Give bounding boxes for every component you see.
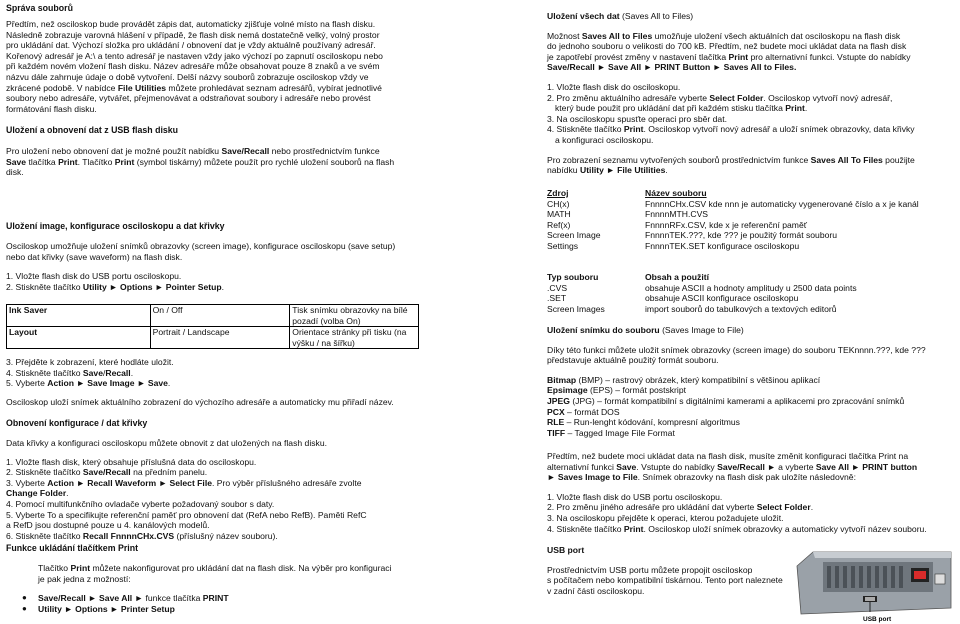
table-cell: obsahuje ASCII a hodnoty amplitudy u 2500 data points — [645, 282, 857, 293]
table-cell: FnnnnRFx.CSV, kde x je referenční paměť — [645, 219, 807, 230]
step: 1. Vložte flash disk, který obsahuje příslušná data do osciloskopu. — [6, 456, 257, 467]
table-header-cell: Typ souboru — [547, 272, 599, 282]
step: 4. Stiskněte tlačítko Print. Osciloskop vytvoří nový adresář a uloží snímek obrazovky, data křivky — [547, 124, 915, 135]
text-line: nabídku Utility ► File Utilities. — [547, 165, 668, 176]
step: a konfiguraci osciloskopu. — [555, 134, 654, 145]
section-title: USB port — [547, 545, 585, 555]
step: 4. Stiskněte tlačítko Print. Osciloskop uloží snímek obrazovky a automaticky vytvoří název souboru. — [547, 523, 927, 534]
step: 5. Vyberte To a specifikujte referenční paměť pro obnovení dat (RefA nebo RefB). Paměti RefC — [6, 509, 367, 520]
section-restore-config — [6, 418, 420, 541]
table-row — [547, 283, 952, 294]
section-save-image-steps — [6, 357, 420, 407]
table-cell: FnnnnTEK.SET konfigurace osciloskopu — [645, 240, 800, 251]
step: který bude použit pro ukládání dat při každém stisku tlačítka Print. — [555, 103, 808, 114]
section-title: Uložení image, konfigurace osciloskopu a dat křivky — [6, 221, 225, 231]
text-line: do jednoho souboru o velikosti do 700 kB. Předtím, než budete moci ukládat data na flash disk — [547, 41, 907, 52]
step: 1. Vložte flash disk do osciloskopu. — [547, 81, 681, 92]
text-line: soubory nebo adresáře, vytvářet, přejmenovávat a odstraňovat soubory i adresáře nebo provést — [6, 93, 371, 104]
printer-setup-table — [6, 304, 419, 349]
text-line: Save/Recall ► Save All ► PRINT Button ► Saves All to Files. — [547, 62, 797, 73]
section-print-button — [6, 543, 420, 614]
step: Change Folder. — [6, 488, 69, 499]
step: 2. Stiskněte tlačítko Save/Recall na předním panelu. — [6, 467, 208, 478]
text-line: Osciloskop uloží snímek aktuálního zobrazení do výchozího adresáře a automaticky mu přiřadí název. — [6, 396, 394, 407]
text-line: alternativní funkci Save. Vstupte do nabídky Save/Recall ► a vyberte Save All ► PRINT button — [547, 461, 918, 472]
text-line: je zapotřebí provést změny v nastavení tlačítka Print pro alternativní funkci. Vstupte do nabídky — [547, 51, 911, 62]
table-cell: .SET — [547, 293, 567, 304]
table-cell: obsahuje ASCII konfigurace osciloskopu — [645, 293, 799, 304]
step: 2. Pro změnu aktuálního adresáře vyberte Select Folder. Osciloskop vytvoří nový adresář, — [547, 92, 893, 103]
text-line: pro ukládání dat. Výchozí složka pro ukládání / obnovení dat je vždy aktuálně používaný adresář. — [6, 40, 376, 51]
bullet-list — [6, 593, 420, 614]
list-item: TIFF – Tagged Image File Format — [547, 427, 675, 438]
table-cell: MATH — [547, 209, 571, 220]
table-header — [547, 272, 952, 283]
text-line: s počítačem nebo kompatibilní tiskárnou. Tento port naleznete — [547, 575, 783, 586]
text-line: disk. — [6, 167, 24, 178]
table-row — [7, 305, 419, 327]
table-row — [547, 199, 952, 210]
section-usb-port — [547, 545, 797, 596]
step: 2. Pro změnu jiného adresáře pro ukládání dat vyberte Select Folder. — [547, 502, 814, 513]
table-header-cell: Obsah a použití — [645, 272, 709, 282]
text-line: Prostřednictvím USB portu můžete propojit osciloskop — [547, 564, 753, 575]
text-line: názvu dále zahrnuje údaje o době vytvoření. Delší názvy souborů zobrazuje osciloskop vždy ve — [6, 71, 369, 82]
section-save-all — [547, 11, 952, 176]
filename-table — [547, 188, 952, 252]
usb-port-label: USB port — [863, 616, 892, 623]
text-line: Tlačítko Print můžete nakonfigurovat pro ukládání dat na flash disk. Na výběr pro konfiguraci — [38, 563, 392, 573]
step: 3. Vyberte Action ► Recall Waveform ► Select File. Pro výběr příslušného adresáře zvolte — [6, 477, 362, 488]
table-cell: .CVS — [547, 282, 568, 293]
table-header — [547, 188, 952, 199]
text-line: Následně zobrazuje varovná hlášení v případě, že flash disk nemá dostatečně velký, volný prostor — [6, 29, 380, 40]
table-cell: Ink Saver — [7, 305, 151, 327]
step: 3. Přejděte k zobrazení, které hodláte uložit. — [6, 357, 174, 367]
text-line: Kořenový adresář je A:\ a tento adresář je nastaven vždy jako výchozí po zapnutí osciloskopu nebo — [6, 50, 383, 61]
step: 5. Vyberte Action ► Save Image ► Save. — [6, 378, 171, 389]
section-title: Správa souborů — [6, 3, 73, 13]
list-item: RLE – Run-lenght kódování, kompresní algoritmus — [547, 417, 740, 428]
step: a RefD jsou dostupné pouze u 4. kanálových modelů. — [6, 520, 210, 531]
text-line: nebo dat křivky (save waveform) na flash disk. — [6, 251, 183, 262]
text-line: Díky této funkci můžete uložit snímek obrazovky (screen image) do souboru TEKnnnn.???, kde ??? — [547, 344, 926, 355]
table-cell: Settings — [547, 240, 579, 251]
text-line: při každém novém vložení flash disku. Název adresáře může obsahovat pouze 8 znaků a ve svém — [6, 61, 380, 72]
format-list — [547, 375, 952, 439]
section-print-save-image — [547, 451, 952, 534]
text-line: Data křivky a konfiguraci osciloskopu můžete obnovit z dat uložených na flash disku. — [6, 438, 327, 448]
list-item: ● Save/Recall ► Save All ► funkce tlačítka PRINT — [22, 593, 420, 604]
table-row — [547, 220, 952, 231]
section-save-image — [6, 221, 420, 292]
table-row — [547, 230, 952, 241]
section-save-image-file — [547, 325, 952, 438]
table-cell: FnnnnCHx.CSV kde nnn je automaticky vygenerované číslo a x je kanál — [645, 198, 919, 209]
list-item: Epsimage (EPS) – formát postskript — [547, 385, 686, 396]
step: 1. Vložte flash disk do USB portu osciloskopu. — [6, 271, 182, 282]
table-cell: Screen Image — [547, 230, 601, 241]
table-cell: Portrait / Landscape — [150, 327, 290, 349]
filetype-table — [547, 272, 952, 314]
section-title: Uložení všech dat (Saves All to Files) — [547, 11, 694, 21]
table-header-cell: Název souboru — [645, 188, 707, 198]
list-item: JPEG (JPG) – formát kompatibilní s digitálními kamerami a aplikacemi pro zpracování snímků — [547, 395, 905, 406]
table-row — [547, 209, 952, 220]
text-line: Předtím, než budete moci ukládat data na flash disk, musíte změnit konfiguraci tlačítka Print na — [547, 451, 909, 461]
step: 3. Na osciloskopu přejděte k operaci, kterou požadujete uložit. — [547, 512, 784, 523]
text-line: v zadní části osciloskopu. — [547, 585, 645, 596]
text-line: ► Saves Image to File. Snímek obrazovky na flash disk pak uložíte následovně: — [547, 472, 856, 483]
section-title: Uložení a obnovení dat z USB flash disku — [6, 125, 179, 135]
section-title: Uložení snímku do souboru (Saves Image to File) — [547, 325, 744, 335]
table-row — [7, 327, 419, 349]
table-cell: Ref(x) — [547, 219, 571, 230]
table-row — [547, 293, 952, 304]
table-cell: Layout — [7, 327, 151, 349]
step: 1. Vložte flash disk do USB portu osciloskopu. — [547, 491, 723, 502]
section-title: Funkce ukládání tlačítkem Print — [6, 543, 138, 553]
table-cell: CH(x) — [547, 198, 570, 209]
text-line: formátování flash disku. — [6, 103, 97, 114]
list-item: Bitmap (BMP) – rastrový obrázek, který kompatibilní s většinou aplikací — [547, 374, 821, 385]
section-file-management — [6, 3, 420, 114]
text-line: Osciloskop umožňuje uložení snímků obrazovky (screen image), konfigurace osciloskopu (save setup) — [6, 241, 396, 251]
text-line: Pro uložení nebo obnovení dat je možné použít nabídku Save/Recall nebo prostřednictvím funkce — [6, 146, 380, 156]
table-cell: Screen Images — [547, 303, 605, 314]
text-line: Pro zobrazení seznamu vytvořených souborů prostřednictvím funkce Saves All To Files použijte — [547, 154, 915, 165]
text-line: Možnost Saves All to Files umožňuje uložení všech aktuálních dat osciloskopu na flash disk — [547, 30, 901, 41]
section-save-restore-usb — [6, 125, 420, 178]
step: 3. Na osciloskopu spusťte operaci pro sběr dat. — [547, 113, 727, 124]
text-line: je pak jedna z možností: — [38, 573, 131, 584]
text-line: Předtím, než osciloskop bude provádět zápis dat, automaticky zjišťuje volné místo na flash disku. — [6, 19, 376, 29]
list-item: PCX – formát DOS — [547, 406, 620, 417]
section-title: Obnovení konfigurace / dat křivky — [6, 418, 148, 428]
table-cell: Orientace stránky při tisku (na výšku / na šířku) — [290, 327, 419, 349]
table-cell: FnnnnMTH.CVS — [645, 209, 709, 220]
table-cell: import souborů do tabulkových a textových editorů — [645, 303, 837, 314]
table-header-cell: Zdroj — [547, 188, 569, 198]
text-line: představuje aktuálně použitý formát souboru. — [547, 355, 719, 366]
table-cell: Tisk snímku obrazovky na bílé pozadí (volba On) — [290, 305, 419, 327]
text-line: Save tlačítka Print. Tlačítko Print (symbol tiskárny) můžete použít pro rychlé uložení souborů na flash — [6, 156, 395, 167]
text-line: zkrácené podobě. V nabídce File Utilities můžete prohledávat seznam adresářů, vybírat jednotlivé — [6, 82, 382, 93]
step: 2. Stiskněte tlačítko Utility ► Options ► Pointer Setup. — [6, 281, 225, 292]
oscilloscope-rear-image — [793, 544, 956, 624]
list-item: ● Utility ► Options ► Printer Setup — [22, 604, 420, 615]
step: 6. Stiskněte tlačítko Recall FnnnnCHx.CVS (příslušný název souboru). — [6, 530, 278, 541]
step: 4. Stiskněte tlačítko Save/Recall. — [6, 367, 134, 378]
table-cell: FnnnnTEK.???, kde ??? je použitý formát souboru — [645, 230, 838, 241]
table-row — [547, 304, 952, 315]
step: 4. Pomocí multifunkčního ovladače vyberte požadovaný soubor s daty. — [6, 498, 275, 509]
table-row — [547, 241, 952, 252]
table-cell: On / Off — [150, 305, 290, 327]
